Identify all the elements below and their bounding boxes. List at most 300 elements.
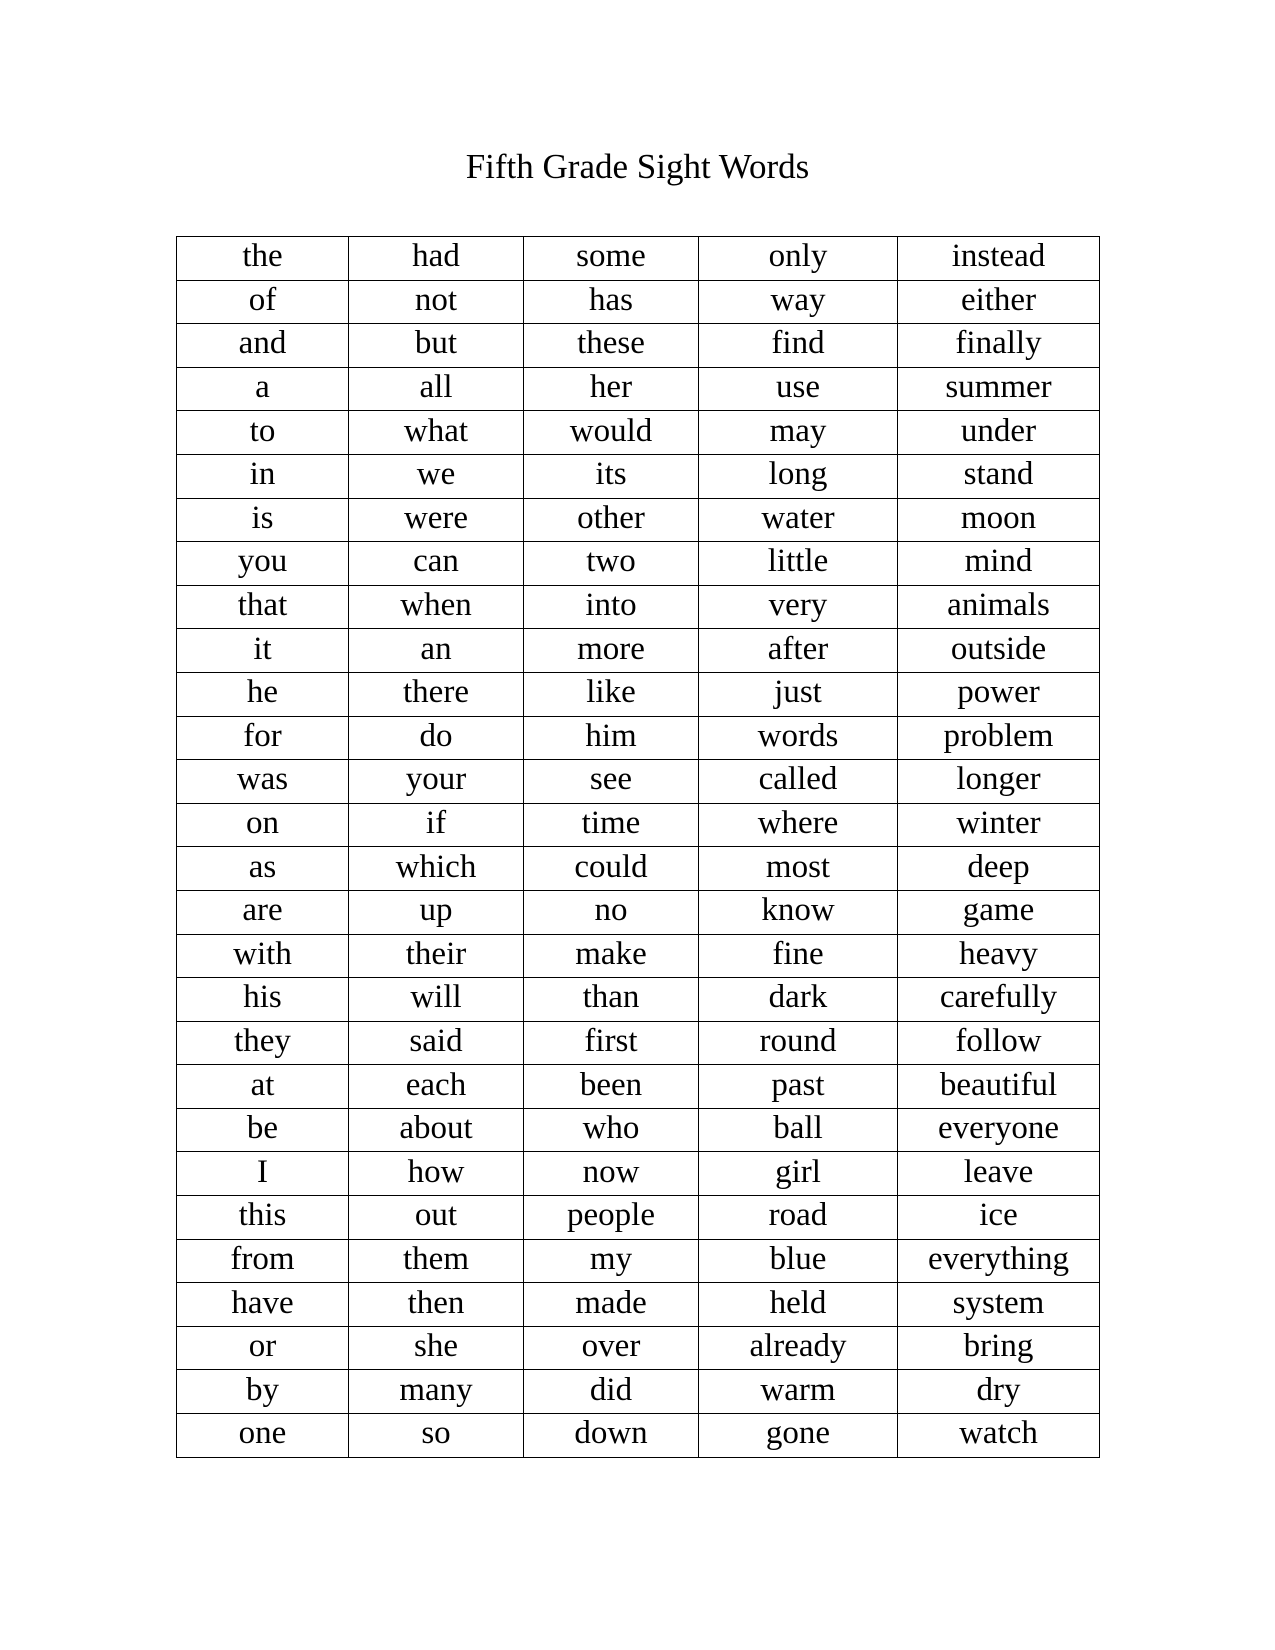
word-cell	[898, 542, 1100, 586]
sight-word: many	[399, 1371, 473, 1408]
word-cell	[524, 498, 699, 542]
word-cell	[898, 1065, 1100, 1109]
table-row	[177, 803, 1100, 847]
sight-word: under	[960, 412, 1037, 449]
sight-word: could	[574, 848, 648, 885]
word-cell	[524, 542, 699, 586]
table-row	[177, 542, 1100, 586]
word-cell	[177, 1370, 349, 1414]
table-row	[177, 237, 1100, 281]
sight-word: at	[250, 1066, 275, 1103]
word-cell	[524, 1326, 699, 1370]
word-cell	[177, 716, 349, 760]
word-cell	[177, 1021, 349, 1065]
word-cell	[699, 324, 898, 368]
word-cell	[177, 934, 349, 978]
sight-word: more	[577, 630, 645, 667]
sight-word: everything	[927, 1240, 1070, 1277]
sight-word: as	[248, 848, 277, 885]
table-row	[177, 890, 1100, 934]
word-cell	[898, 672, 1100, 716]
sight-word: to	[249, 412, 276, 449]
table-row	[177, 847, 1100, 891]
sight-word: mind	[964, 543, 1033, 580]
word-cell	[699, 847, 898, 891]
sight-words-table	[176, 236, 1100, 1458]
sight-word: she	[414, 1328, 458, 1365]
word-cell	[349, 324, 524, 368]
sight-word: this	[238, 1197, 287, 1234]
word-cell	[177, 629, 349, 673]
word-cell	[524, 1283, 699, 1327]
word-cell	[898, 237, 1100, 281]
word-cell	[524, 934, 699, 978]
sight-word: who	[582, 1110, 640, 1147]
sight-word: like	[586, 674, 636, 711]
sight-word: then	[407, 1284, 465, 1321]
word-cell	[699, 237, 898, 281]
word-cell	[699, 1283, 898, 1327]
word-cell	[177, 803, 349, 847]
table-row	[177, 716, 1100, 760]
word-cell	[524, 629, 699, 673]
word-cell	[177, 1108, 349, 1152]
word-cell	[898, 498, 1100, 542]
word-cell	[524, 803, 699, 847]
word-cell	[898, 803, 1100, 847]
word-cell	[898, 1108, 1100, 1152]
table-row	[177, 629, 1100, 673]
word-cell	[349, 237, 524, 281]
word-cell	[524, 454, 699, 498]
word-cell	[699, 803, 898, 847]
word-cell	[177, 1196, 349, 1240]
word-cell	[898, 1196, 1100, 1240]
sight-word: made	[575, 1284, 647, 1321]
sight-word: beautiful	[939, 1066, 1058, 1103]
word-cell	[898, 978, 1100, 1022]
sight-word: follow	[955, 1022, 1042, 1059]
sight-word: little	[767, 543, 829, 580]
sight-word: when	[400, 587, 472, 624]
word-cell	[349, 585, 524, 629]
sight-word: road	[768, 1197, 828, 1234]
word-cell	[349, 1326, 524, 1370]
word-cell	[699, 978, 898, 1022]
word-cell	[898, 454, 1100, 498]
sight-word: in	[249, 456, 276, 493]
word-cell	[177, 542, 349, 586]
word-cell	[699, 1108, 898, 1152]
sight-word: longer	[956, 761, 1041, 798]
table-row	[177, 1065, 1100, 1109]
word-cell	[349, 1239, 524, 1283]
sight-word: which	[395, 848, 477, 885]
sight-word: been	[579, 1066, 643, 1103]
word-cell	[699, 1370, 898, 1414]
word-cell	[349, 1283, 524, 1327]
word-cell	[177, 1065, 349, 1109]
word-cell	[699, 367, 898, 411]
word-cell	[898, 1152, 1100, 1196]
word-cell	[177, 324, 349, 368]
sight-word: the	[242, 238, 283, 275]
sight-word: water	[761, 499, 835, 536]
sight-word: he	[246, 674, 279, 711]
table-row	[177, 1370, 1100, 1414]
word-cell	[898, 629, 1100, 673]
sight-word: do	[419, 717, 453, 754]
word-cell	[699, 629, 898, 673]
sight-word: had	[412, 238, 460, 275]
word-cell	[699, 1021, 898, 1065]
word-cell	[177, 454, 349, 498]
word-cell	[898, 1326, 1100, 1370]
table-row	[177, 280, 1100, 324]
sight-word: dry	[976, 1371, 1021, 1408]
word-cell	[177, 978, 349, 1022]
word-cell	[349, 367, 524, 411]
word-cell	[699, 498, 898, 542]
sight-word: where	[757, 805, 839, 842]
table-row	[177, 367, 1100, 411]
sight-word: already	[749, 1328, 847, 1365]
table-row	[177, 672, 1100, 716]
word-cell	[699, 760, 898, 804]
sight-word: moon	[960, 499, 1037, 536]
table-row	[177, 585, 1100, 629]
sight-word: said	[409, 1022, 463, 1059]
word-cell	[177, 1414, 349, 1458]
word-cell	[898, 1414, 1100, 1458]
sight-word: stand	[963, 456, 1034, 493]
table-row	[177, 1283, 1100, 1327]
word-cell	[177, 1239, 349, 1283]
sight-word: gone	[765, 1415, 831, 1452]
sight-word: there	[403, 674, 469, 711]
word-cell	[898, 1239, 1100, 1283]
sight-word: words	[757, 717, 839, 754]
word-cell	[699, 542, 898, 586]
sight-word: by	[246, 1371, 279, 1408]
table-row	[177, 934, 1100, 978]
sight-word: long	[768, 456, 828, 493]
sight-word: after	[767, 630, 829, 667]
word-cell	[524, 847, 699, 891]
word-cell	[699, 890, 898, 934]
table-row	[177, 324, 1100, 368]
word-cell	[699, 1414, 898, 1458]
sight-word: would	[569, 412, 653, 449]
sight-word: have	[231, 1284, 294, 1321]
sight-word: all	[419, 369, 453, 406]
word-cell	[349, 1065, 524, 1109]
word-cell	[349, 934, 524, 978]
sight-word: girl	[775, 1153, 821, 1190]
word-cell	[177, 367, 349, 411]
sight-word: winter	[956, 805, 1041, 842]
sight-word: them	[403, 1240, 469, 1277]
word-cell	[177, 585, 349, 629]
sight-word: has	[589, 281, 633, 318]
sight-word: one	[238, 1415, 287, 1452]
word-cell	[349, 629, 524, 673]
sight-word: ball	[773, 1110, 823, 1147]
word-cell	[898, 760, 1100, 804]
sight-word: some	[576, 238, 646, 275]
sight-word: than	[582, 979, 640, 1016]
word-cell	[898, 890, 1100, 934]
word-cell	[898, 1021, 1100, 1065]
word-cell	[524, 1108, 699, 1152]
sight-word: I	[257, 1153, 268, 1190]
word-cell	[349, 280, 524, 324]
sight-word: see	[589, 761, 633, 798]
sight-word: up	[419, 892, 453, 929]
word-cell	[524, 1065, 699, 1109]
word-cell	[699, 454, 898, 498]
sight-word: it	[253, 630, 272, 667]
word-cell	[524, 672, 699, 716]
table-row	[177, 1152, 1100, 1196]
word-cell	[898, 367, 1100, 411]
sight-word: we	[416, 456, 456, 493]
word-cell	[699, 280, 898, 324]
word-cell	[349, 716, 524, 760]
sight-word: no	[594, 892, 628, 929]
word-cell	[177, 280, 349, 324]
word-cell	[898, 411, 1100, 455]
word-cell	[177, 760, 349, 804]
sight-word: that	[237, 587, 288, 624]
word-cell	[699, 585, 898, 629]
table-row	[177, 1021, 1100, 1065]
sight-word: be	[246, 1110, 279, 1147]
sight-word: blue	[769, 1240, 827, 1277]
sight-word: time	[581, 805, 641, 842]
sight-word: way	[770, 281, 826, 318]
sight-word: will	[410, 979, 462, 1016]
sight-word: or	[248, 1328, 277, 1365]
word-cell	[898, 585, 1100, 629]
word-cell	[898, 324, 1100, 368]
word-cell	[524, 324, 699, 368]
sight-word: finally	[955, 325, 1042, 362]
sight-word: these	[577, 325, 645, 362]
word-cell	[699, 1196, 898, 1240]
table-row	[177, 498, 1100, 542]
word-cell	[177, 847, 349, 891]
sight-word: each	[405, 1066, 467, 1103]
sight-word: dark	[768, 979, 828, 1016]
sight-word: over	[581, 1328, 641, 1365]
sight-word: are	[242, 892, 283, 929]
sight-word: leave	[963, 1153, 1034, 1190]
sight-word: how	[407, 1153, 465, 1190]
sight-word: was	[236, 761, 289, 798]
sight-word: problem	[943, 717, 1054, 754]
sight-word: past	[771, 1066, 825, 1103]
sight-word: they	[234, 1022, 291, 1059]
word-cell	[524, 716, 699, 760]
word-cell	[349, 454, 524, 498]
sight-word: from	[230, 1240, 295, 1277]
sight-word: instead	[951, 238, 1046, 275]
sight-word: not	[414, 281, 458, 318]
sight-word: round	[759, 1022, 837, 1059]
word-cell	[699, 716, 898, 760]
sight-word: game	[962, 892, 1035, 929]
sight-word: fine	[772, 935, 824, 972]
word-cell	[898, 847, 1100, 891]
sight-word: an	[420, 630, 452, 667]
table-row	[177, 1414, 1100, 1458]
word-cell	[524, 1152, 699, 1196]
word-cell	[349, 542, 524, 586]
sight-word: heavy	[959, 935, 1038, 972]
word-cell	[177, 672, 349, 716]
sight-word: their	[405, 935, 467, 972]
sight-word: only	[768, 238, 828, 275]
sight-word: either	[960, 281, 1037, 318]
sight-word: may	[769, 412, 827, 449]
sight-word: ice	[979, 1197, 1018, 1234]
word-cell	[349, 1414, 524, 1458]
sight-word: bring	[963, 1328, 1034, 1365]
word-cell	[524, 585, 699, 629]
sight-word: my	[589, 1240, 633, 1277]
table-row	[177, 760, 1100, 804]
word-cell	[349, 1152, 524, 1196]
word-cell	[524, 237, 699, 281]
sight-word: other	[577, 499, 645, 536]
word-cell	[898, 934, 1100, 978]
word-cell	[349, 890, 524, 934]
sight-word: but	[414, 325, 458, 362]
sight-word: most	[765, 848, 831, 885]
sight-word: so	[421, 1415, 451, 1452]
word-cell	[699, 1239, 898, 1283]
sight-word: were	[403, 499, 469, 536]
word-cell	[524, 1370, 699, 1414]
word-cell	[699, 1326, 898, 1370]
sight-word: about	[399, 1110, 473, 1147]
sight-word: is	[251, 499, 274, 536]
table-row	[177, 1196, 1100, 1240]
word-cell	[349, 498, 524, 542]
sight-word: two	[586, 543, 636, 580]
word-cell	[524, 1239, 699, 1283]
sight-word: of	[248, 281, 277, 318]
word-cell	[898, 716, 1100, 760]
sight-word: system	[952, 1284, 1045, 1321]
sight-word: him	[585, 717, 637, 754]
word-cell	[699, 672, 898, 716]
table-row	[177, 1108, 1100, 1152]
sight-word: you	[237, 543, 288, 580]
sight-word: called	[758, 761, 838, 798]
sight-word: down	[574, 1415, 648, 1452]
word-cell	[524, 1414, 699, 1458]
word-cell	[898, 1370, 1100, 1414]
sight-word: its	[595, 456, 627, 493]
word-cell	[349, 978, 524, 1022]
word-cell	[524, 890, 699, 934]
sight-word: carefully	[939, 979, 1058, 1016]
word-cell	[349, 1196, 524, 1240]
sight-word: find	[771, 325, 825, 362]
word-cell	[177, 1283, 349, 1327]
sight-word: deep	[967, 848, 1030, 885]
sight-word: everyone	[938, 1110, 1059, 1147]
sight-word: warm	[760, 1371, 836, 1408]
word-cell	[177, 890, 349, 934]
sight-word: just	[774, 674, 822, 711]
word-cell	[699, 411, 898, 455]
sight-word: animals	[947, 587, 1050, 624]
word-cell	[524, 411, 699, 455]
sight-word: know	[761, 892, 835, 929]
word-cell	[349, 803, 524, 847]
sight-word: did	[589, 1371, 633, 1408]
sight-word: held	[769, 1284, 827, 1321]
sight-word: now	[582, 1153, 640, 1190]
word-cell	[699, 934, 898, 978]
table-row	[177, 978, 1100, 1022]
sight-word: and	[238, 325, 287, 362]
table-row	[177, 454, 1100, 498]
sight-word: very	[768, 587, 828, 624]
word-cell	[177, 237, 349, 281]
sight-word: power	[957, 674, 1040, 711]
word-cell	[524, 1196, 699, 1240]
word-cell	[349, 672, 524, 716]
sight-word: with	[233, 935, 292, 972]
sight-word: into	[585, 587, 637, 624]
sight-word: what	[403, 412, 469, 449]
word-cell	[177, 411, 349, 455]
table-row	[177, 1239, 1100, 1283]
sight-word: your	[405, 761, 467, 798]
sight-word: outside	[950, 630, 1047, 667]
word-cell	[699, 1065, 898, 1109]
sight-word: if	[425, 805, 447, 842]
sight-word: can	[413, 543, 459, 580]
sight-word: for	[243, 717, 282, 754]
word-cell	[524, 367, 699, 411]
word-cell	[349, 760, 524, 804]
word-cell	[177, 498, 349, 542]
sight-word: out	[414, 1197, 458, 1234]
table-row	[177, 1326, 1100, 1370]
word-cell	[349, 1108, 524, 1152]
word-cell	[524, 1021, 699, 1065]
word-cell	[699, 1152, 898, 1196]
sight-word: first	[584, 1022, 638, 1059]
sight-word: people	[567, 1197, 655, 1234]
word-cell	[524, 280, 699, 324]
sight-word: his	[243, 979, 282, 1016]
word-cell	[898, 1283, 1100, 1327]
sight-word: watch	[959, 1415, 1038, 1452]
page-title: Fifth Grade Sight Words	[465, 147, 810, 186]
word-cell	[349, 847, 524, 891]
sight-word: her	[589, 369, 633, 406]
word-cell	[524, 760, 699, 804]
table-row	[177, 411, 1100, 455]
sight-word: summer	[945, 369, 1052, 406]
word-cell	[349, 411, 524, 455]
